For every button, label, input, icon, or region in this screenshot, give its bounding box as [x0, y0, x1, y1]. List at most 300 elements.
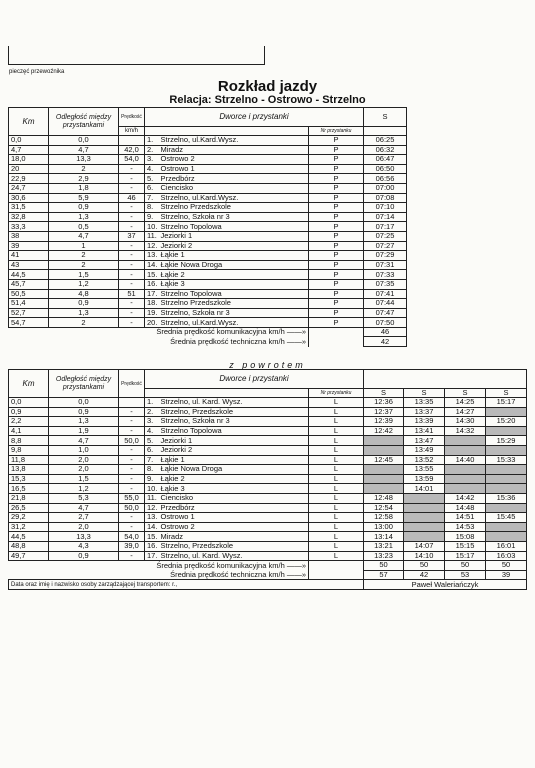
speed-cell: -	[119, 551, 145, 561]
speed-cell: 42,0	[119, 145, 145, 155]
stop-name-cell: Łąkie 2	[159, 474, 309, 484]
departure-time-cell: 14:01	[404, 484, 445, 494]
table-row	[9, 270, 407, 280]
departure-time-cell: 15:15	[445, 541, 486, 551]
col-speed: Prędkość	[119, 108, 145, 127]
departure-time-cell: 14:25	[445, 398, 486, 408]
km-cell: 33,3	[9, 222, 49, 232]
km-cell: 9,8	[9, 445, 49, 455]
stop-name-cell: Ostrowo 1	[159, 164, 309, 174]
departure-time-cell: 12:58	[364, 513, 404, 523]
speed-cell: -	[119, 465, 145, 475]
stop-number-cell: 14.	[145, 260, 159, 270]
km-cell: 44,5	[9, 532, 49, 542]
direction-cell: P	[309, 289, 364, 299]
table-row	[9, 465, 527, 475]
comm-speed-label: Średnia prędkość komunikacyjna km/h ——»	[9, 327, 309, 337]
table-row	[9, 174, 407, 184]
stop-number-cell: 13.	[145, 513, 159, 523]
km-cell: 22,9	[9, 174, 49, 184]
departure-time-cell: 13:47	[404, 436, 445, 446]
stop-name-cell: Ostrowo 1	[159, 513, 309, 523]
table-row	[9, 503, 527, 513]
distance-cell: 0,9	[49, 203, 119, 213]
km-cell: 8,8	[9, 436, 49, 446]
km-cell: 0,9	[9, 407, 49, 417]
km-cell: 31,2	[9, 522, 49, 532]
direction-cell: L	[309, 541, 364, 551]
distance-cell: 13,3	[49, 532, 119, 542]
col-speed-unit: km/h	[119, 127, 145, 136]
departure-time-cell: 13:41	[404, 426, 445, 436]
table-row	[9, 279, 407, 289]
departure-time-cell	[445, 465, 486, 475]
stop-name-cell: Łąkie Nowa Droga	[159, 465, 309, 475]
departure-time-cell: 15:45	[486, 513, 527, 523]
direction-cell: P	[309, 174, 364, 184]
col-stops: Dworce i przystanki	[145, 370, 364, 389]
km-cell: 0,0	[9, 136, 49, 146]
speed-cell: -	[119, 203, 145, 213]
stop-name-cell: Przedbórz	[159, 174, 309, 184]
departure-time-cell	[486, 522, 527, 532]
stop-number-cell: 3.	[145, 417, 159, 427]
table-row	[9, 398, 527, 408]
direction-cell: P	[309, 231, 364, 241]
km-cell: 15,3	[9, 474, 49, 484]
table-row	[9, 222, 407, 232]
direction-cell: P	[309, 193, 364, 203]
stop-number-cell: 5.	[145, 174, 159, 184]
km-cell: 41	[9, 251, 49, 261]
departure-time-cell: 07:31	[364, 260, 407, 270]
col-km: Km	[9, 370, 49, 398]
direction-cell: L	[309, 426, 364, 436]
speed-cell: -	[119, 212, 145, 222]
table-row	[9, 522, 527, 532]
table-row	[9, 193, 407, 203]
direction-cell: L	[309, 407, 364, 417]
stop-name-cell: Łąkie 1	[159, 251, 309, 261]
table-row	[9, 145, 407, 155]
stop-number-cell: 2.	[145, 145, 159, 155]
distance-cell: 1,3	[49, 308, 119, 318]
comm-speed-value: 46	[364, 327, 407, 337]
distance-cell: 2	[49, 318, 119, 328]
stop-name-cell: Strzelno, Przedszkole	[159, 541, 309, 551]
km-cell: 54,7	[9, 318, 49, 328]
km-cell: 39	[9, 241, 49, 251]
speed-cell: -	[119, 474, 145, 484]
departure-time-cell	[486, 465, 527, 475]
stop-number-cell: 1.	[145, 136, 159, 146]
direction-cell: L	[309, 474, 364, 484]
direction-cell: L	[309, 417, 364, 427]
table-row	[9, 212, 407, 222]
col-stop-no: Nr przystanku	[309, 127, 364, 136]
table-row	[9, 445, 527, 455]
speed-cell: 46	[119, 193, 145, 203]
distance-cell: 2,0	[49, 455, 119, 465]
departure-time-cell: 15:29	[486, 436, 527, 446]
departure-time-cell: 13:59	[404, 474, 445, 484]
departure-time-cell: 06:25	[364, 136, 407, 146]
stop-number-cell: 18.	[145, 299, 159, 309]
col-stops: Dworce i przystanki	[145, 108, 364, 127]
table-row	[9, 455, 527, 465]
distance-cell: 4,7	[49, 231, 119, 241]
speed-cell: 54,0	[119, 532, 145, 542]
km-cell: 50,5	[9, 289, 49, 299]
stop-number-cell: 11.	[145, 231, 159, 241]
direction-cell: P	[309, 308, 364, 318]
distance-cell: 2	[49, 260, 119, 270]
km-cell: 26,5	[9, 503, 49, 513]
comm-speed-value: 50	[404, 561, 445, 571]
departure-time-cell: 07:29	[364, 251, 407, 261]
distance-cell: 2,0	[49, 522, 119, 532]
table-row	[9, 493, 527, 503]
departure-time-cell	[445, 484, 486, 494]
departure-time-cell: 07:08	[364, 193, 407, 203]
stop-number-cell: 8.	[145, 203, 159, 213]
departure-time-cell: 13:49	[404, 445, 445, 455]
departure-time-cell: 07:10	[364, 203, 407, 213]
stop-name-cell: Ciencisko	[159, 183, 309, 193]
stop-name-cell: Ostrowo 2	[159, 155, 309, 165]
comm-speed-value: 50	[445, 561, 486, 571]
tech-speed-value: 53	[445, 570, 486, 580]
distance-cell: 1,3	[49, 212, 119, 222]
direction-cell: P	[309, 155, 364, 165]
departure-time-cell: 15:17	[486, 398, 527, 408]
departure-time-cell: 07:35	[364, 279, 407, 289]
stop-name-cell: Strzelno, Szkoła nr 3	[159, 308, 309, 318]
departure-time-cell: 13:14	[364, 532, 404, 542]
stop-number-cell: 4.	[145, 426, 159, 436]
distance-cell: 4,7	[49, 436, 119, 446]
table-row	[9, 426, 527, 436]
departure-time-cell	[486, 445, 527, 455]
table-row	[9, 164, 407, 174]
table-row	[9, 484, 527, 494]
table-row	[9, 299, 407, 309]
departure-time-cell: 12:45	[364, 455, 404, 465]
departure-time-cell: 14:32	[445, 426, 486, 436]
speed-cell: 54,0	[119, 155, 145, 165]
table-row	[9, 551, 527, 561]
km-cell: 18,0	[9, 155, 49, 165]
departure-time-cell	[404, 522, 445, 532]
distance-cell: 4,7	[49, 503, 119, 513]
carrier-stamp-box	[8, 46, 265, 65]
table-row	[9, 231, 407, 241]
stop-name-cell: Miradz	[159, 145, 309, 155]
stop-name-cell: Ostrowo 2	[159, 522, 309, 532]
stop-name-cell: Łąkie 2	[159, 270, 309, 280]
departure-time-cell: 13:23	[364, 551, 404, 561]
tech-speed-value: 39	[486, 570, 527, 580]
departure-time-cell: 14:53	[445, 522, 486, 532]
distance-cell: 0,0	[49, 136, 119, 146]
direction-cell: P	[309, 222, 364, 232]
stamp-label: pieczęć przewoźnika	[9, 69, 65, 75]
return-heading: z powrotem	[229, 360, 306, 370]
departure-time-cell: 07:50	[364, 318, 407, 328]
km-cell: 51,4	[9, 299, 49, 309]
departure-time-cell	[364, 436, 404, 446]
departure-time-cell	[486, 484, 527, 494]
stop-name-cell: Jeziorki 1	[159, 231, 309, 241]
col-distance: Odległość między przystankami	[49, 370, 119, 398]
distance-cell: 1,9	[49, 426, 119, 436]
distance-cell: 13,3	[49, 155, 119, 165]
departure-time-cell: 13:21	[364, 541, 404, 551]
stop-number-cell: 14.	[145, 522, 159, 532]
stop-number-cell: 10.	[145, 222, 159, 232]
col-s: S	[445, 389, 486, 398]
stop-number-cell: 16.	[145, 541, 159, 551]
col-s: S	[404, 389, 445, 398]
departure-time-cell	[445, 436, 486, 446]
stop-name-cell: Strzelno Topolowa	[159, 426, 309, 436]
stop-name-cell: Strzelno Przedszkole	[159, 203, 309, 213]
km-cell: 48,8	[9, 541, 49, 551]
table-row	[9, 513, 527, 523]
speed-cell: -	[119, 174, 145, 184]
speed-cell: -	[119, 222, 145, 232]
km-cell: 31,5	[9, 203, 49, 213]
direction-cell: P	[309, 318, 364, 328]
speed-cell: -	[119, 241, 145, 251]
table-row	[9, 136, 407, 146]
departure-time-cell	[486, 426, 527, 436]
km-cell: 11,8	[9, 455, 49, 465]
km-cell: 13,8	[9, 465, 49, 475]
departure-time-cell	[445, 445, 486, 455]
table-row	[9, 155, 407, 165]
departure-time-cell	[364, 445, 404, 455]
direction-cell: L	[309, 484, 364, 494]
distance-cell: 1,3	[49, 417, 119, 427]
direction-cell: L	[309, 493, 364, 503]
speed-cell: -	[119, 299, 145, 309]
stop-name-cell: Strzelno, ul. Kard. Wysz.	[159, 398, 309, 408]
distance-cell: 5,9	[49, 193, 119, 203]
distance-cell: 0,9	[49, 407, 119, 417]
speed-cell: -	[119, 522, 145, 532]
comm-speed-value: 50	[486, 561, 527, 571]
stop-name-cell: Jeziorki 2	[159, 445, 309, 455]
speed-cell: -	[119, 270, 145, 280]
distance-cell: 2,9	[49, 174, 119, 184]
stop-name-cell: Strzelno, ul. Kard. Wysz.	[159, 551, 309, 561]
stop-number-cell: 3.	[145, 155, 159, 165]
departure-time-cell	[445, 474, 486, 484]
direction-cell: L	[309, 455, 364, 465]
speed-cell: -	[119, 484, 145, 494]
stop-name-cell: Łąkie 3	[159, 484, 309, 494]
km-cell: 0,0	[9, 398, 49, 408]
departure-time-cell: 14:10	[404, 551, 445, 561]
distance-cell: 2,0	[49, 465, 119, 475]
speed-cell: -	[119, 407, 145, 417]
speed-cell: 50,0	[119, 436, 145, 446]
departure-time-cell	[404, 532, 445, 542]
departure-time-cell	[404, 503, 445, 513]
stop-number-cell: 12.	[145, 241, 159, 251]
col-s: S	[364, 108, 407, 127]
km-cell: 52,7	[9, 308, 49, 318]
departure-time-cell: 15:20	[486, 417, 527, 427]
stop-name-cell: Miradz	[159, 532, 309, 542]
direction-cell: P	[309, 299, 364, 309]
speed-cell: -	[119, 426, 145, 436]
direction-cell: L	[309, 551, 364, 561]
direction-cell: P	[309, 241, 364, 251]
stop-name-cell: Łąkie 1	[159, 455, 309, 465]
departure-time-cell: 07:00	[364, 183, 407, 193]
route-subtitle: Relacja: Strzelno - Ostrowo - Strzelno	[169, 94, 366, 106]
direction-cell: P	[309, 203, 364, 213]
departure-time-cell	[486, 407, 527, 417]
speed-cell: -	[119, 513, 145, 523]
departure-time-cell: 13:00	[364, 522, 404, 532]
stop-number-cell: 15.	[145, 532, 159, 542]
table-row	[9, 183, 407, 193]
km-cell: 44,5	[9, 270, 49, 280]
direction-cell: P	[309, 164, 364, 174]
departure-time-cell: 07:47	[364, 308, 407, 318]
departure-time-cell: 12:42	[364, 426, 404, 436]
table-row	[9, 541, 527, 551]
departure-time-cell: 14:48	[445, 503, 486, 513]
table-row	[9, 260, 407, 270]
departure-time-cell: 15:36	[486, 493, 527, 503]
distance-cell: 2,7	[49, 513, 119, 523]
stop-number-cell: 8.	[145, 465, 159, 475]
speed-cell: 37	[119, 231, 145, 241]
distance-cell: 1	[49, 241, 119, 251]
km-cell: 49,7	[9, 551, 49, 561]
departure-time-cell: 13:35	[404, 398, 445, 408]
distance-cell: 4,3	[49, 541, 119, 551]
page-title: Rozkład jazdy	[217, 78, 318, 95]
departure-time-cell	[364, 474, 404, 484]
col-s: S	[364, 389, 404, 398]
departure-time-cell: 06:50	[364, 164, 407, 174]
table-row	[9, 241, 407, 251]
col-s: S	[486, 389, 527, 398]
distance-cell: 1,2	[49, 279, 119, 289]
table-row	[9, 203, 407, 213]
departure-time-cell	[364, 484, 404, 494]
departure-time-cell: 13:37	[404, 407, 445, 417]
stop-name-cell: Łąkie Nowa Droga	[159, 260, 309, 270]
speed-cell: -	[119, 318, 145, 328]
km-cell: 16,5	[9, 484, 49, 494]
distance-cell: 1,8	[49, 183, 119, 193]
direction-cell: L	[309, 532, 364, 542]
stop-number-cell: 15.	[145, 270, 159, 280]
timetable-return	[8, 369, 527, 590]
footer-label: Data oraz imię i nazwisko osoby zarządzającej transportem: r.,	[9, 580, 364, 590]
departure-time-cell: 16:03	[486, 551, 527, 561]
speed-cell: -	[119, 251, 145, 261]
departure-time-cell: 07:44	[364, 299, 407, 309]
speed-cell	[119, 136, 145, 146]
departure-time-cell: 13:39	[404, 417, 445, 427]
km-cell: 38	[9, 231, 49, 241]
table-row	[9, 289, 407, 299]
tech-speed-value: 42	[404, 570, 445, 580]
distance-cell: 1,5	[49, 270, 119, 280]
stop-number-cell: 7.	[145, 455, 159, 465]
stop-number-cell: 4.	[145, 164, 159, 174]
table-row	[9, 251, 407, 261]
departure-time-cell	[404, 513, 445, 523]
departure-time-cell: 14:51	[445, 513, 486, 523]
direction-cell: P	[309, 251, 364, 261]
col-distance: Odległość między przystankami	[49, 108, 119, 136]
speed-cell: 50,0	[119, 503, 145, 513]
stop-name-cell: Strzelno, ul.Kard.Wysz.	[159, 136, 309, 146]
speed-cell: -	[119, 183, 145, 193]
stop-name-cell: Łąkie 3	[159, 279, 309, 289]
table-row	[9, 308, 407, 318]
tech-speed-label: Średnia prędkość techniczna km/h ——»	[9, 570, 309, 580]
stop-number-cell: 12.	[145, 503, 159, 513]
departure-time-cell: 15:17	[445, 551, 486, 561]
stop-name-cell: Ciencisko	[159, 493, 309, 503]
departure-time-cell	[486, 474, 527, 484]
departure-time-cell	[486, 503, 527, 513]
departure-time-cell: 07:27	[364, 241, 407, 251]
distance-cell: 2	[49, 164, 119, 174]
distance-cell: 0,9	[49, 551, 119, 561]
distance-cell: 4,7	[49, 145, 119, 155]
departure-time-cell: 12:39	[364, 417, 404, 427]
distance-cell: 1,2	[49, 484, 119, 494]
comm-speed-value: 50	[364, 561, 404, 571]
departure-time-cell: 14:30	[445, 417, 486, 427]
direction-cell: L	[309, 436, 364, 446]
speed-cell: -	[119, 260, 145, 270]
stop-number-cell: 6.	[145, 445, 159, 455]
stop-name-cell: Strzelno Topolowa	[159, 289, 309, 299]
departure-time-cell: 07:41	[364, 289, 407, 299]
km-cell: 21,8	[9, 493, 49, 503]
departure-time-cell: 12:54	[364, 503, 404, 513]
departure-time-cell: 16:01	[486, 541, 527, 551]
departure-time-cell: 06:47	[364, 155, 407, 165]
stop-name-cell: Strzelno, Szkoła nr 3	[159, 417, 309, 427]
table-row	[9, 407, 527, 417]
direction-cell: L	[309, 398, 364, 408]
departure-time-cell: 06:56	[364, 174, 407, 184]
km-cell: 4,1	[9, 426, 49, 436]
direction-cell: P	[309, 270, 364, 280]
stop-number-cell: 13.	[145, 251, 159, 261]
speed-cell: -	[119, 164, 145, 174]
table-row	[9, 436, 527, 446]
stop-name-cell: Przedbórz	[159, 503, 309, 513]
departure-time-cell: 15:08	[445, 532, 486, 542]
stop-name-cell: Jeziorki 1	[159, 436, 309, 446]
distance-cell: 2	[49, 251, 119, 261]
departure-time-cell	[364, 465, 404, 475]
stop-number-cell: 19.	[145, 308, 159, 318]
